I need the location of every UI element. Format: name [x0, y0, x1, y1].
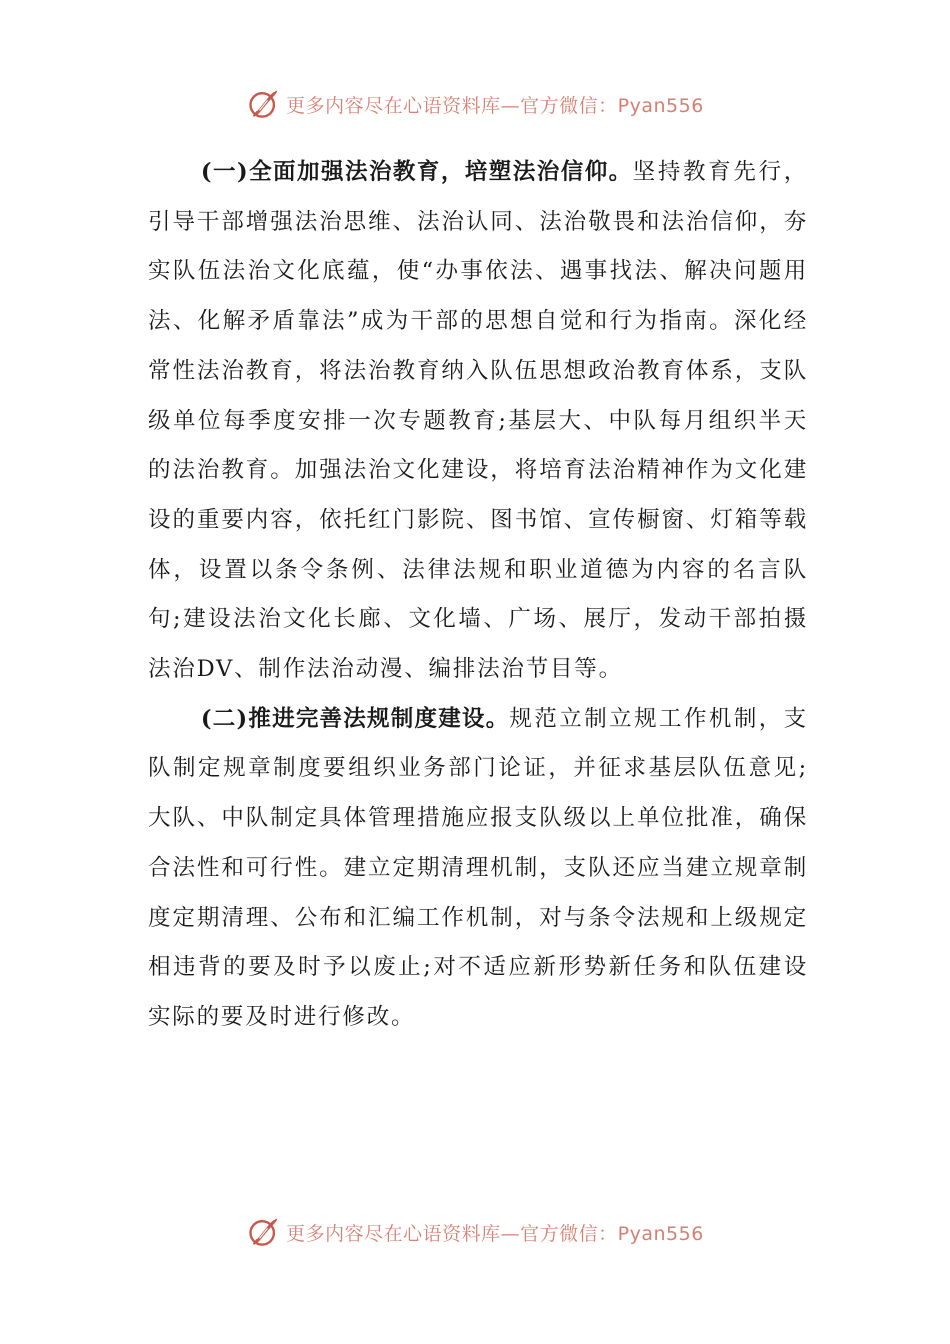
watermark-text: 更多内容尽在心语资料库—官方微信：Pyan556 — [286, 1222, 704, 1245]
watermark-header — [0, 82, 950, 126]
watermark-footer — [0, 1210, 950, 1254]
watermark-text: 更多内容尽在心语资料库—官方微信：Pyan556 — [286, 94, 704, 117]
paragraph-2 — [148, 695, 808, 1043]
paragraph-1-text: 坚持教育先行，引导干部增强法治思维、法治认同、法治敬畏和法治信仰，夯实队伍法治文化底蕴，使“办事依法、遇事找法、解决问题用法、化解矛盾靠法”成为干部的思想自觉和行为指南。深化经常性法治教育，将法治教育纳入队伍思想政治教育体系，支队级单位每季度安排一次专题教育;基层大、中队每月组织半天的法治教育。加强法治文化建设，将培育法治精神作为文化建设的重要内容，依托红门影院、图书馆、宣传橱窗、灯箱等载体，设置以条令条例、法律法规和职业道德为内容的名言队句;建设法治文化长廊、文化墙、广场、展厅，发动干部拍摄法治DV、制作法治动漫、编排法治节目等。 — [148, 159, 808, 683]
paragraph-1 — [148, 148, 808, 695]
watermark-handle: Pyan556 — [617, 94, 704, 117]
quill-logo-icon — [246, 1214, 282, 1250]
paragraph-2-text: 规范立制立规工作机制，支队制定规章制度要组织业务部门论证，并征求基层队伍意见;大队、中队制定具体管理措施应报支队级以上单位批准，确保合法性和可行性。建立定期清理机制，支队还应当建立规章制度定期清理、公布和汇编工作机制，对与条令法规和上级规定相违背的要及时予以废止;对不适应新形势新任务和队伍建设实际的要及时进行修改。 — [148, 705, 808, 1030]
quill-logo-icon — [246, 86, 282, 122]
watermark-handle: Pyan556 — [617, 1222, 704, 1245]
section-heading-2: (二)推进完善法规制度建设。 — [200, 705, 510, 732]
section-heading-1: (一)全面加强法治教育，培塑法治信仰。 — [200, 159, 633, 185]
document-body — [148, 148, 808, 1043]
